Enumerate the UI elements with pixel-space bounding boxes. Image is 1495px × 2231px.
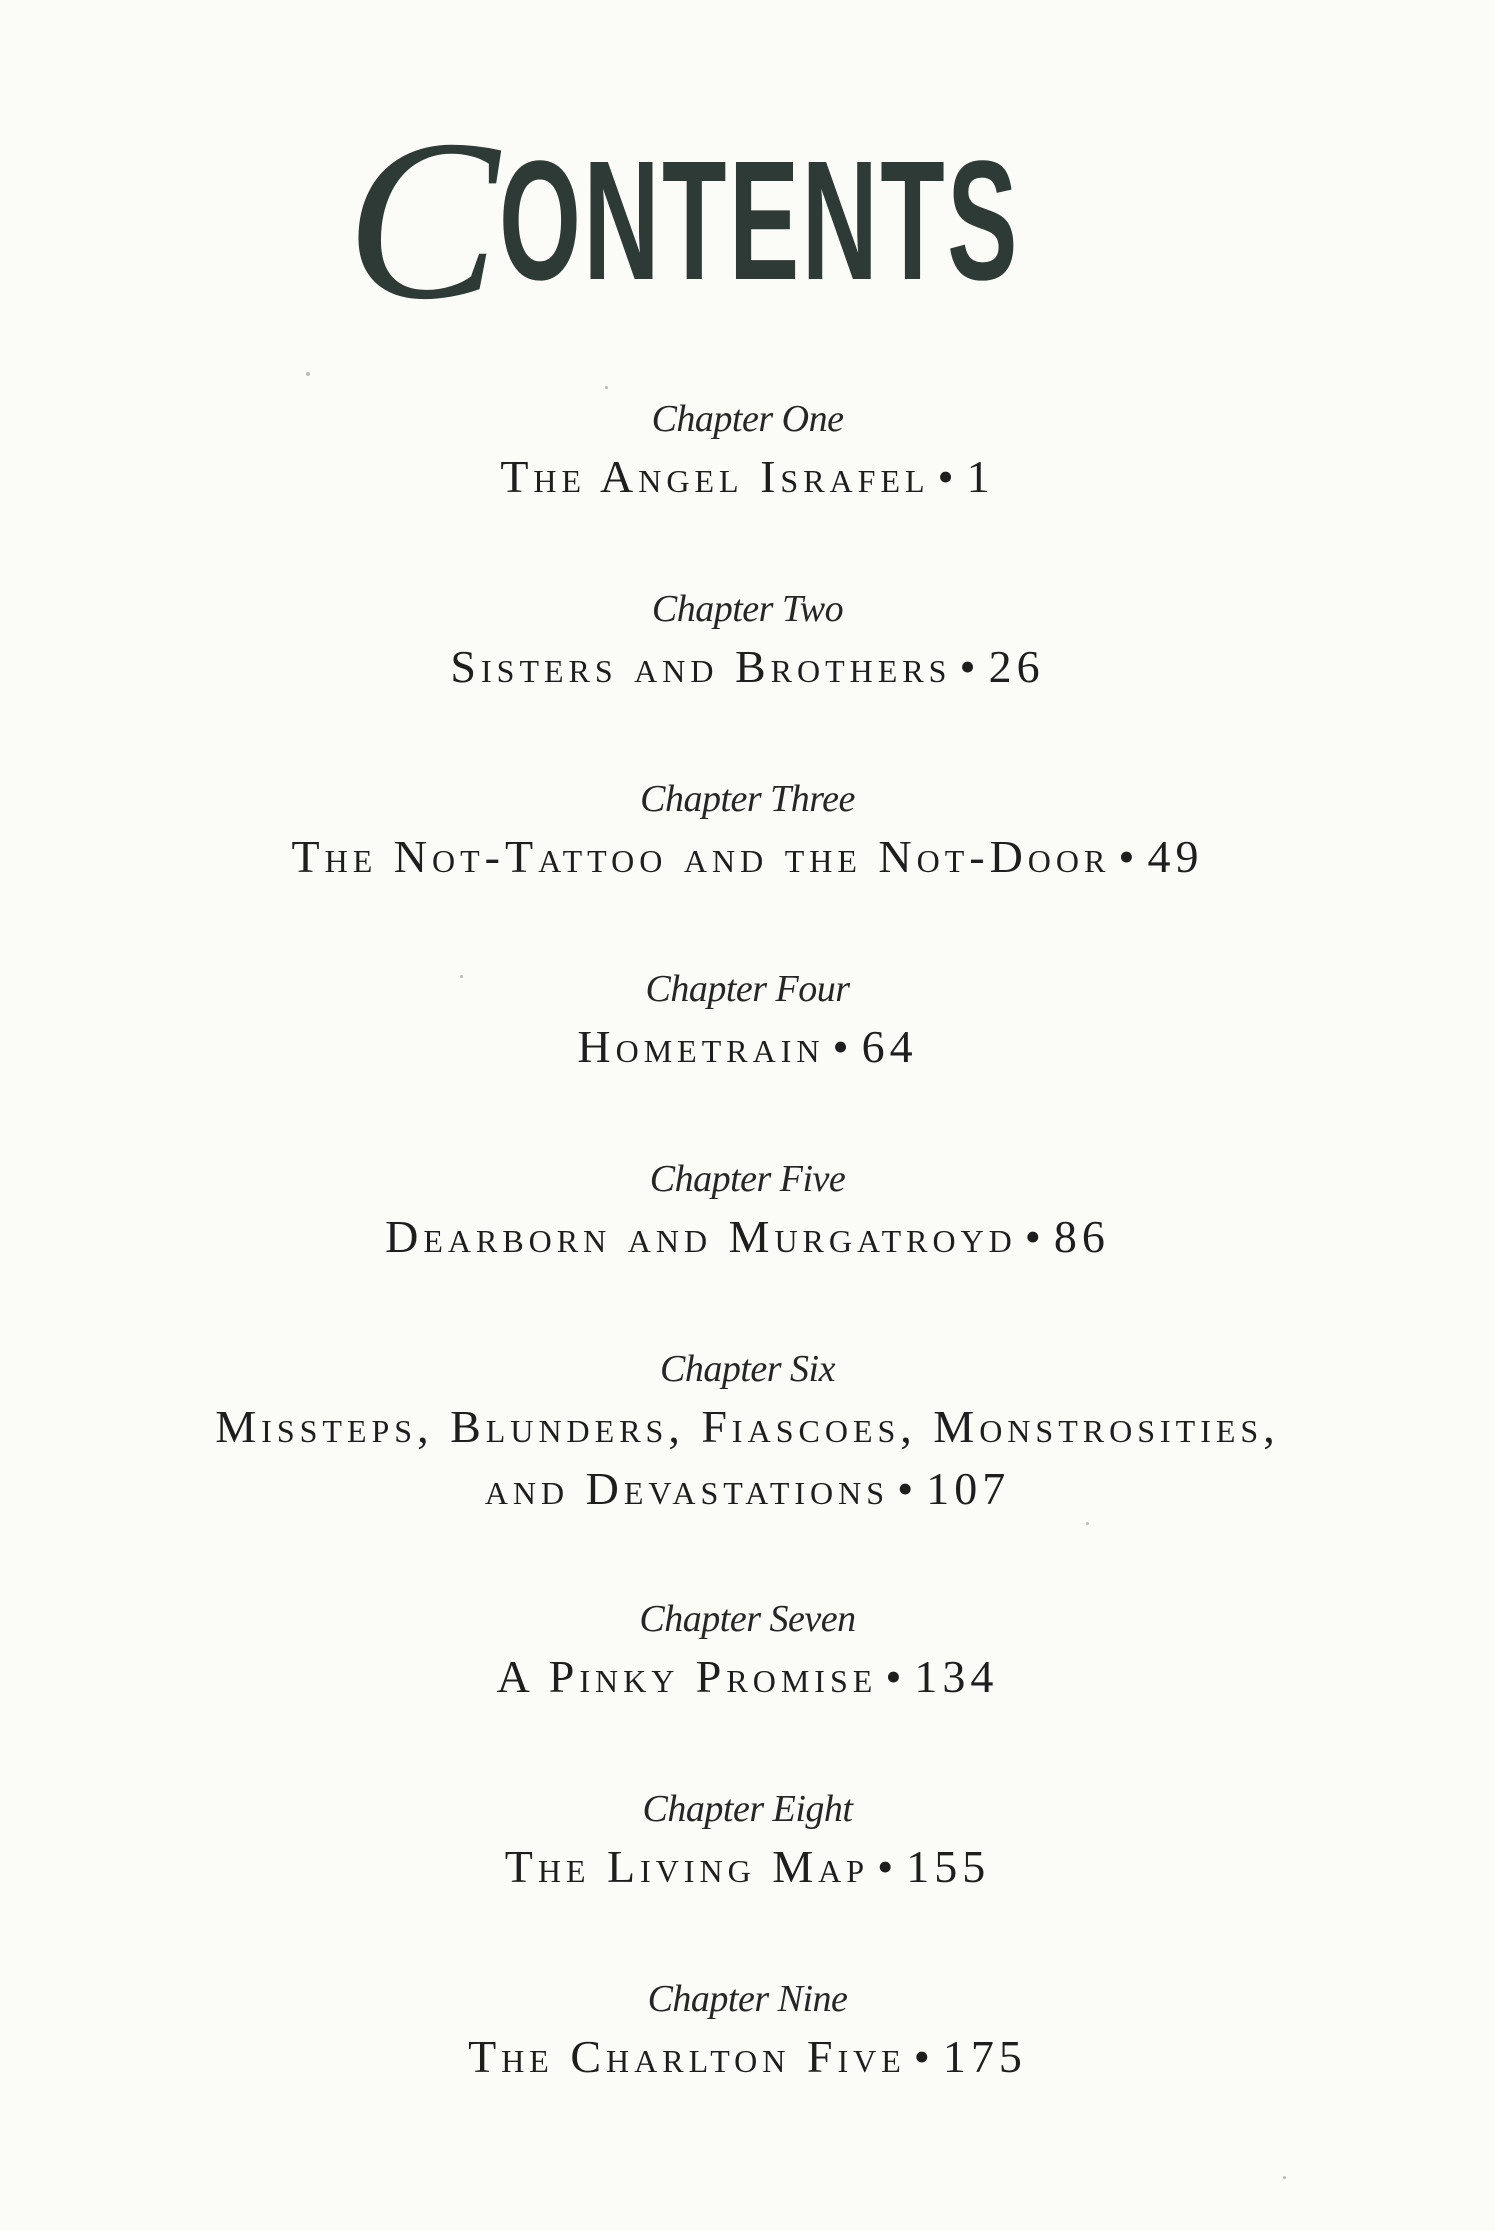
chapter-label: Chapter Five <box>649 1158 846 1200</box>
scan-speck <box>1283 2176 1286 2179</box>
chapter-label: Chapter Eight <box>642 1788 853 1830</box>
chapter-title-line-2 <box>0 1458 1495 1520</box>
bullet-separator: • <box>959 641 981 692</box>
title-rest: ONTENTS <box>499 126 1021 316</box>
bullet-separator: • <box>913 2031 935 2082</box>
chapter-title-line <box>0 636 1495 698</box>
chapter-title: The Living Map <box>504 1841 870 1892</box>
chapter-title: The Not-Tattoo and the Not-Door <box>291 831 1111 882</box>
page-number: 49 <box>1147 831 1204 882</box>
page-number: 26 <box>988 641 1045 692</box>
scan-speck <box>605 386 608 389</box>
title-initial: C <box>345 92 500 347</box>
page-number: 175 <box>942 2031 1027 2082</box>
toc-entry-chapter-six[interactable] <box>0 1350 1495 1520</box>
toc-entry-chapter-nine[interactable] <box>0 1980 1495 2088</box>
page-number: 1 <box>966 451 995 502</box>
chapter-label: Chapter Nine <box>647 1978 848 2020</box>
chapter-title: Dearborn and Murgatroyd <box>385 1211 1017 1262</box>
chapter-label: Chapter Six <box>660 1348 835 1390</box>
chapter-title-line <box>0 446 1495 508</box>
toc-entry-chapter-two[interactable] <box>0 590 1495 698</box>
page-number: 134 <box>914 1651 999 1702</box>
bullet-separator: • <box>897 1463 919 1514</box>
chapter-label: Chapter Three <box>640 778 855 820</box>
chapter-title: Hometrain <box>577 1021 825 1072</box>
bullet-separator: • <box>1118 831 1140 882</box>
chapter-title: A Pinky Promise <box>496 1651 878 1702</box>
page-number: 86 <box>1053 1211 1110 1262</box>
chapter-title-line <box>0 1646 1495 1708</box>
chapter-label: Chapter One <box>651 398 844 440</box>
toc-entry-chapter-five[interactable] <box>0 1160 1495 1268</box>
chapter-title-line <box>0 2026 1495 2088</box>
chapter-label: Chapter Four <box>645 968 850 1010</box>
bullet-separator: • <box>1024 1211 1046 1262</box>
toc-entry-chapter-eight[interactable] <box>0 1790 1495 1898</box>
toc-entry-chapter-four[interactable] <box>0 970 1495 1078</box>
chapter-label: Chapter Two <box>651 588 844 630</box>
scan-speck <box>460 975 463 978</box>
chapter-title-line-1: Missteps, Blunders, Fiascoes, Monstrosities, <box>215 1401 1280 1452</box>
chapter-label: Chapter Seven <box>639 1598 856 1640</box>
chapter-title-line <box>0 1836 1495 1898</box>
toc-entry-chapter-seven[interactable] <box>0 1600 1495 1708</box>
scan-speck <box>306 372 310 376</box>
page-title <box>0 92 1495 347</box>
scan-speck <box>1086 1522 1089 1525</box>
toc-entry-chapter-three[interactable] <box>0 780 1495 888</box>
chapter-title-line <box>0 1016 1495 1078</box>
chapter-title: The Angel Israfel <box>500 451 930 502</box>
chapter-title: and Devastations <box>484 1463 890 1514</box>
bullet-separator: • <box>832 1021 854 1072</box>
page-number: 64 <box>861 1021 918 1072</box>
page-number: 107 <box>926 1463 1011 1514</box>
bullet-separator: • <box>885 1651 907 1702</box>
toc-entry-chapter-one[interactable] <box>0 400 1495 508</box>
page-number: 155 <box>906 1841 991 1892</box>
chapter-title: The Charlton Five <box>468 2031 906 2082</box>
chapter-title-line <box>0 826 1495 888</box>
bullet-separator: • <box>877 1841 899 1892</box>
bullet-separator: • <box>937 451 959 502</box>
chapter-title-line <box>0 1206 1495 1268</box>
chapter-title: Sisters and Brothers <box>450 641 952 692</box>
